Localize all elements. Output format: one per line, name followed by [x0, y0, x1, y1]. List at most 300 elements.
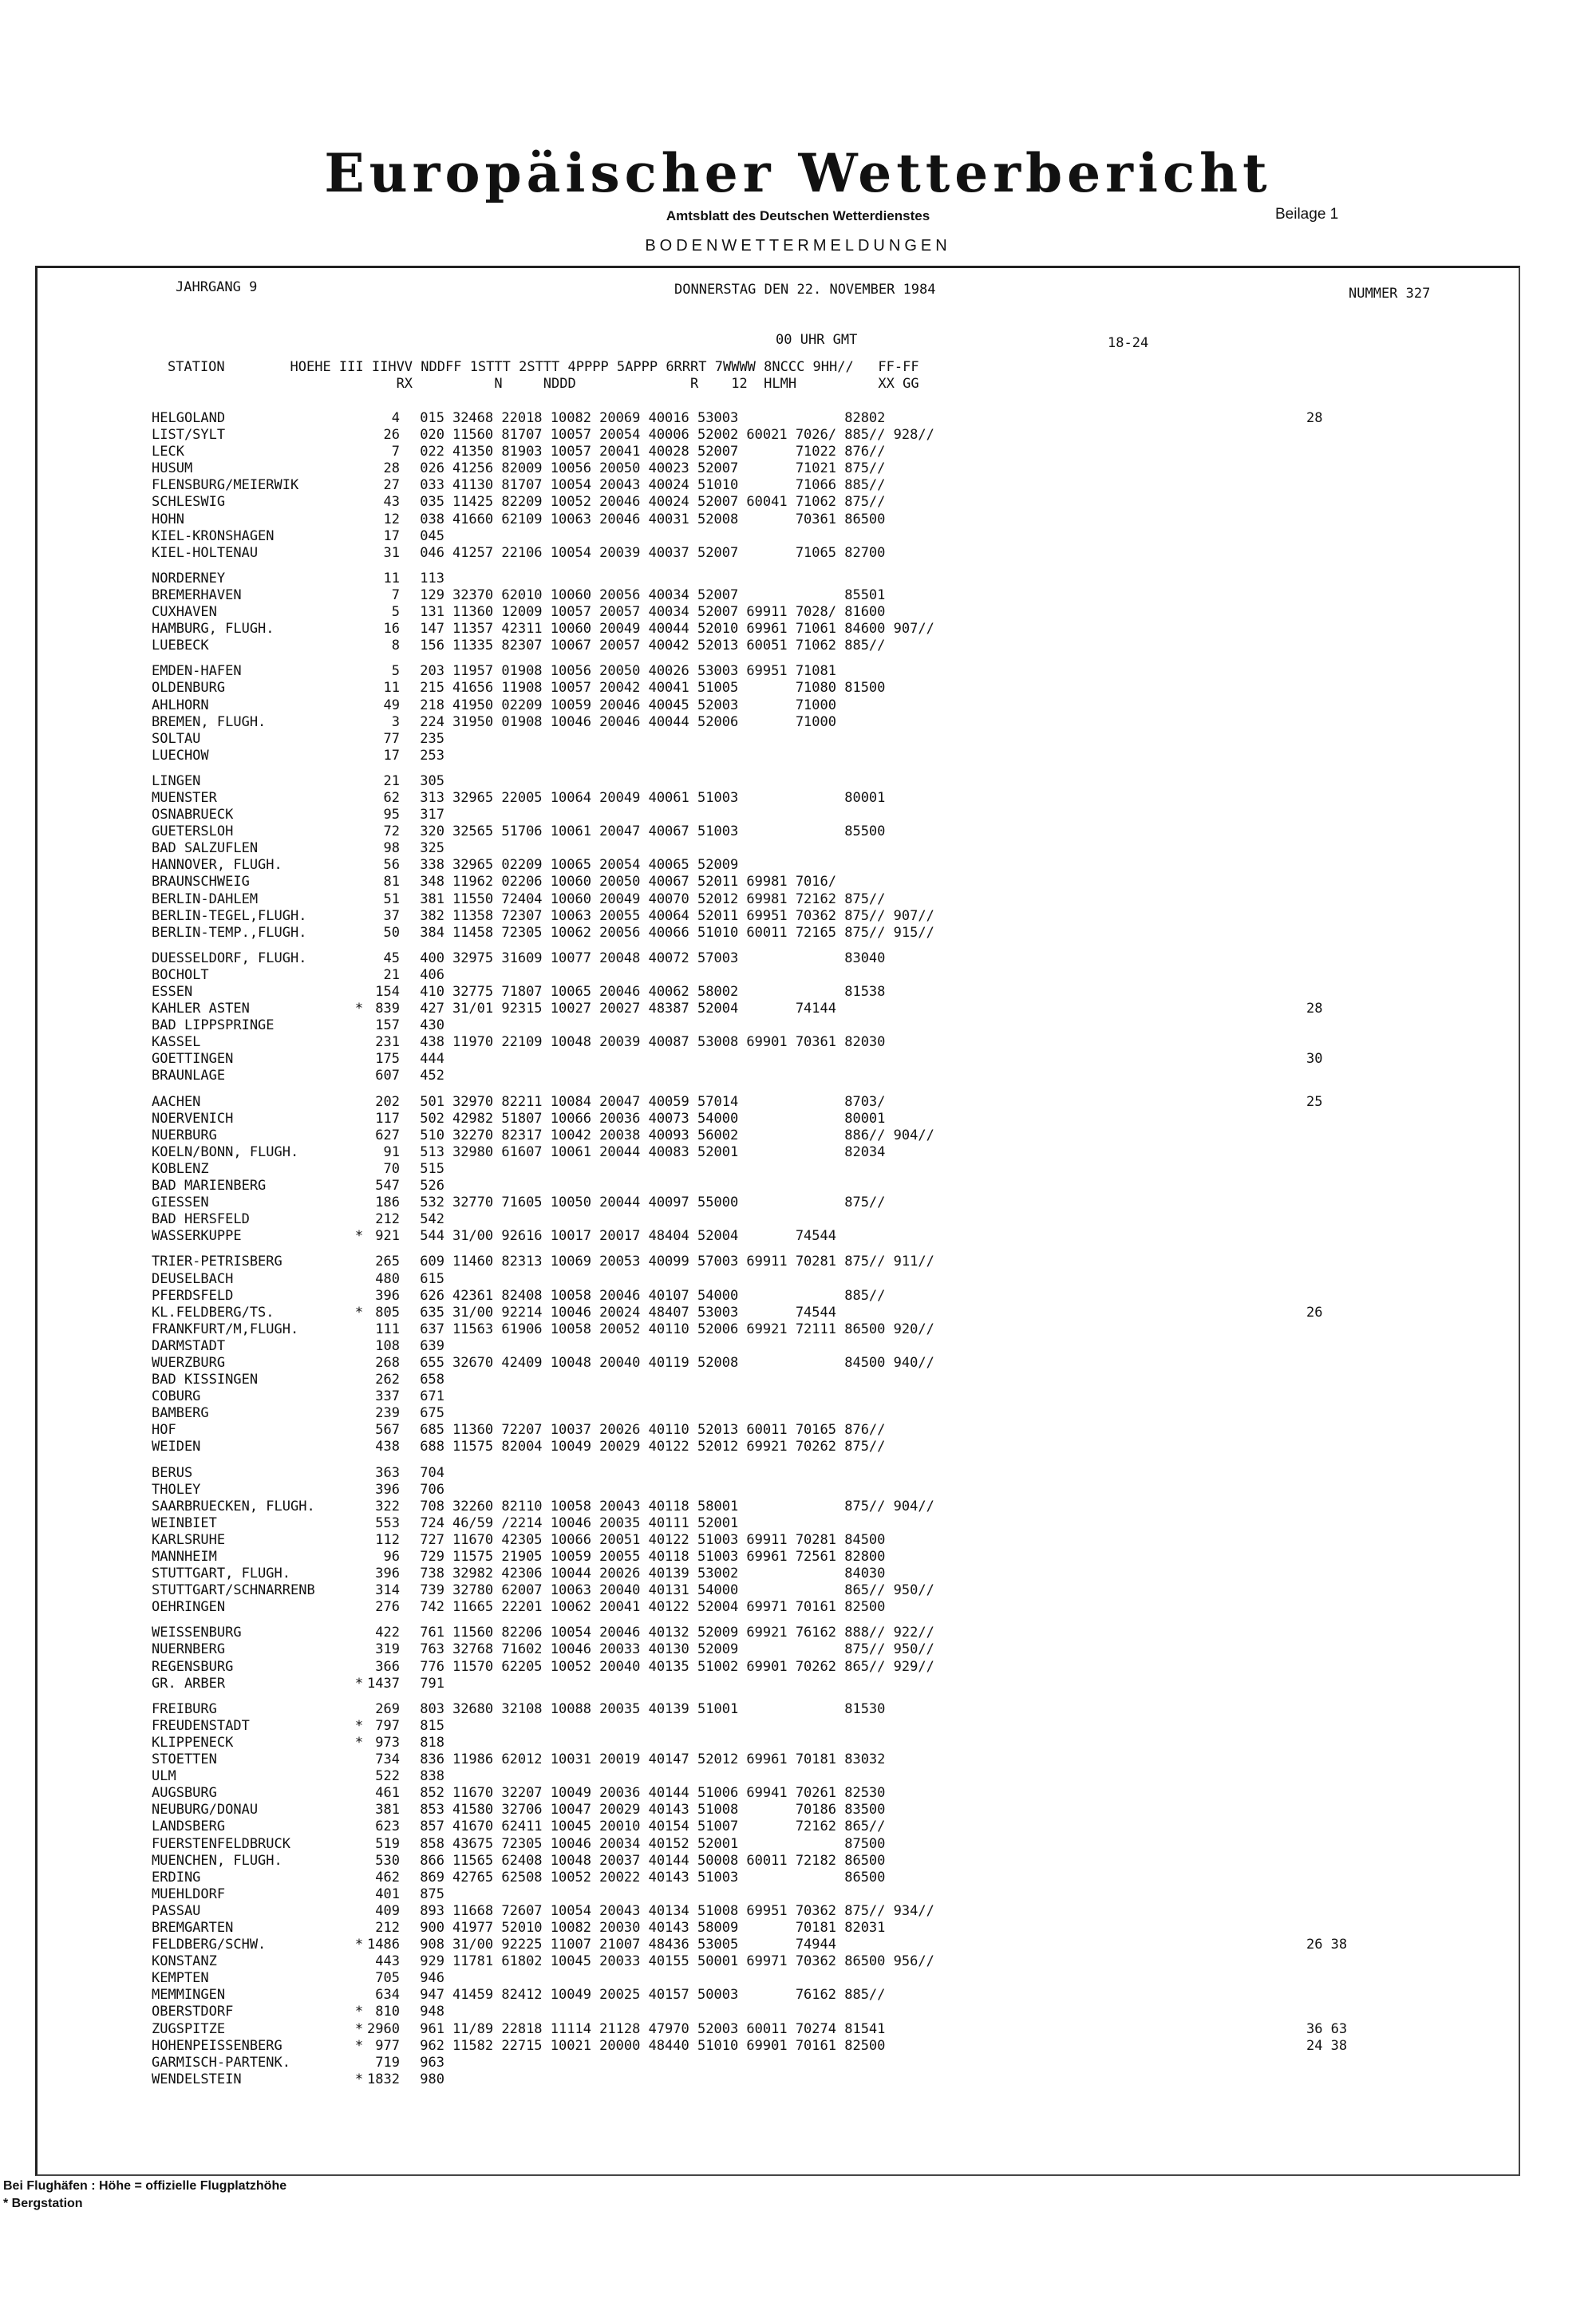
mountain-marker: [351, 1625, 367, 1641]
station-name: HUSUM: [152, 460, 193, 477]
station-height: 734: [375, 1751, 400, 1768]
station-height: 45: [383, 950, 400, 966]
station-index: 033: [420, 477, 444, 494]
station-name: GARMISCH-PARTENK.: [152, 2054, 290, 2071]
synop-groups: [444, 807, 1290, 823]
station-height: 1832: [367, 2071, 400, 2087]
gust-values: [1290, 823, 1402, 840]
gust-values: [1290, 1870, 1402, 1886]
station-index: 961: [420, 2020, 444, 2037]
station-height: 154: [375, 984, 400, 1000]
gust-values: [1290, 1515, 1402, 1532]
gust-values: [1290, 773, 1402, 790]
synop-groups: 32970 82211 10084 20047 40059 57014 8703/: [452, 1093, 886, 1110]
station-index: 857: [420, 1818, 444, 1835]
gust-values: [1290, 477, 1402, 494]
table-row: [152, 1271, 1402, 1288]
station-height: 627: [375, 1127, 400, 1143]
table-row: [152, 571, 1402, 587]
mountain-marker: [351, 1288, 367, 1305]
synop-groups: [444, 731, 1290, 748]
table-row: [152, 1321, 1402, 1338]
station-index: 858: [420, 1835, 444, 1852]
gust-values: [1290, 1853, 1402, 1870]
station-height: 50: [383, 924, 400, 941]
station-index: 838: [420, 1768, 444, 1785]
gust-values: [1290, 1388, 1402, 1405]
station-index: 609: [420, 1254, 444, 1270]
table-row: [152, 1676, 1402, 1692]
station-height: 77: [383, 730, 400, 747]
station-name: KASSEL: [152, 1034, 201, 1051]
table-row: [152, 1566, 1402, 1582]
station-index: 317: [420, 807, 444, 823]
mountain-marker: *: [354, 1304, 364, 1321]
section-title: BODENWETTERMELDUNGEN: [645, 237, 951, 255]
mountain-marker: [351, 663, 367, 680]
mountain-marker: [351, 967, 367, 984]
station-height: 480: [375, 1270, 400, 1287]
station-name: OSNABRUECK: [152, 807, 234, 823]
station-name: WEISSENBURG: [152, 1625, 242, 1641]
station-height: 5: [391, 604, 400, 621]
synop-groups: 32370 62010 10060 20056 40034 52007 85501: [452, 586, 886, 603]
gust-values: [1290, 967, 1402, 984]
station-name: FUERSTENFELDBRUCK: [152, 1835, 290, 1852]
station-name: HELGOLAND: [152, 410, 226, 426]
station-height: 396: [375, 1287, 400, 1304]
synop-groups: [444, 1178, 1290, 1195]
station-height: 239: [375, 1405, 400, 1422]
station-index: 869: [420, 1869, 444, 1886]
station-index: 852: [420, 1785, 444, 1802]
station-index: 382: [420, 907, 444, 924]
station-name: AACHEN: [152, 1093, 201, 1110]
mountain-marker: [351, 571, 367, 587]
mountain-marker: [351, 1127, 367, 1144]
station-height: 111: [375, 1321, 400, 1337]
mountain-marker: *: [354, 2020, 364, 2037]
mountain-marker: [351, 790, 367, 807]
gust-values: 25: [1306, 1093, 1323, 1110]
gust-values: [1290, 1886, 1402, 1903]
table-row: [152, 2071, 1402, 2088]
station-index: 381: [420, 890, 444, 907]
station-height: 17: [383, 527, 400, 544]
station-height: 461: [375, 1785, 400, 1802]
synop-groups: [444, 1970, 1290, 1987]
mountain-marker: *: [354, 1001, 364, 1017]
table-row: [152, 925, 1402, 942]
mountain-marker: [351, 1701, 367, 1718]
table-row: [152, 1532, 1402, 1549]
gust-values: [1290, 925, 1402, 942]
mountain-marker: [351, 1422, 367, 1439]
synop-groups: [444, 1405, 1290, 1422]
mountain-marker: [351, 1886, 367, 1903]
gust-values: [1290, 1034, 1402, 1051]
table-row: [152, 663, 1402, 680]
gust-values: [1290, 494, 1402, 511]
mountain-marker: [351, 807, 367, 823]
station-height: 16: [383, 621, 400, 638]
synop-groups: 11665 22201 10062 20041 40122 52004 69971 70161 82500: [452, 1599, 886, 1616]
footnote-airport-height: Bei Flughäfen : Höhe = offizielle Flugplatzhöhe: [3, 2179, 287, 2193]
table-row: [152, 773, 1402, 790]
station-index: 218: [420, 697, 444, 713]
mountain-marker: [351, 604, 367, 621]
mountain-marker: *: [354, 2037, 364, 2054]
station-name: FRANKFURT/M,FLUGH.: [152, 1321, 299, 1337]
station-index: 658: [420, 1372, 444, 1388]
station-index: 045: [420, 527, 444, 544]
station-height: 530: [375, 1852, 400, 1869]
station-height: 12: [383, 511, 400, 527]
station-index: 637: [420, 1321, 444, 1337]
table-row: [152, 1785, 1402, 1802]
synop-groups: [444, 773, 1290, 790]
synop-groups: 31/00 92225 11007 21007 48436 53005 74944: [452, 1937, 836, 1953]
station-height: 81: [383, 874, 400, 890]
station-height: 212: [375, 1211, 400, 1228]
station-index: 929: [420, 1953, 444, 1970]
table-row: [152, 1094, 1402, 1111]
issue-number: NUMMER 327: [1349, 286, 1431, 302]
station-height: 443: [375, 1953, 400, 1970]
station-height: 21: [383, 772, 400, 789]
station-name: KOELN/BONN, FLUGH.: [152, 1143, 299, 1160]
mountain-marker: [351, 1254, 367, 1270]
group-spacer: [152, 654, 1402, 663]
station-height: 96: [383, 1549, 400, 1565]
station-name: LUEBECK: [152, 638, 209, 654]
station-height: 37: [383, 907, 400, 924]
gust-values: [1290, 950, 1402, 967]
table-row: [152, 1836, 1402, 1853]
station-height: 839: [375, 1001, 400, 1017]
station-index: 131: [420, 604, 444, 621]
station-name: GR. ARBER: [152, 1675, 226, 1692]
table-row: [152, 1127, 1402, 1144]
mountain-marker: [351, 1659, 367, 1676]
table-row: [152, 1195, 1402, 1211]
synop-groups: 32670 42409 10048 20040 40119 52008 84500 940//: [452, 1354, 934, 1371]
mountain-marker: [351, 477, 367, 494]
station-name: FREIBURG: [152, 1700, 217, 1717]
table-row: [152, 1111, 1402, 1127]
synop-groups: [444, 1271, 1290, 1288]
synop-groups: 31950 01908 10046 20046 40044 52006 71000: [452, 713, 836, 730]
synop-groups: 11358 72307 10063 20055 40064 52011 69951 70362 875// 907//: [452, 907, 934, 924]
gust-values: [1290, 1111, 1402, 1127]
table-row: [152, 1034, 1402, 1051]
table-row: [152, 1499, 1402, 1515]
station-height: 212: [375, 1919, 400, 1936]
synop-groups: 11360 72207 10037 20026 40110 52013 60011 70165 876//: [452, 1422, 886, 1439]
synop-groups: 11962 02206 10060 20050 40067 52011 69981 7016/: [452, 874, 836, 890]
synop-groups: [444, 1718, 1290, 1735]
table-row: [152, 1017, 1402, 1034]
gust-values: [1290, 1641, 1402, 1658]
gust-values: [1290, 731, 1402, 748]
mountain-marker: *: [354, 1717, 364, 1734]
station-height: 4: [391, 410, 400, 426]
table-row: [152, 1405, 1402, 1422]
mountain-marker: [351, 1388, 367, 1405]
synop-groups: 11575 21905 10059 20055 40118 51003 69961 72561 82800: [452, 1549, 886, 1565]
station-name: SCHLESWIG: [152, 494, 226, 511]
synop-groups: 11986 62012 10031 20019 40147 52012 69961 70181 83032: [452, 1751, 886, 1768]
station-height: 56: [383, 857, 400, 874]
station-index: 406: [420, 966, 444, 983]
synop-groups: 42765 62508 10052 20022 40143 51003 86500: [452, 1869, 886, 1886]
synop-groups: 11565 62408 10048 20037 40144 50008 60011 72182 86500: [452, 1852, 886, 1869]
group-spacer: [152, 764, 1402, 773]
gust-values: [1290, 857, 1402, 874]
station-index: 015: [420, 410, 444, 426]
table-row: [152, 2038, 1402, 2055]
synop-groups: [444, 1886, 1290, 1903]
station-index: 803: [420, 1700, 444, 1717]
table-row: [152, 1422, 1402, 1439]
gust-values: [1290, 1271, 1402, 1288]
station-name: NORDERNEY: [152, 570, 226, 586]
table-row: [152, 1920, 1402, 1937]
station-height: 719: [375, 2054, 400, 2071]
mountain-marker: [351, 840, 367, 857]
station-index: 761: [420, 1625, 444, 1641]
station-index: 626: [420, 1287, 444, 1304]
station-name: MUEHLDORF: [152, 1886, 226, 1902]
table-row: [152, 807, 1402, 823]
mountain-marker: [351, 621, 367, 638]
gust-values: [1290, 1701, 1402, 1718]
mountain-marker: [351, 874, 367, 890]
station-name: BOCHOLT: [152, 966, 209, 983]
table-row: [152, 967, 1402, 984]
synop-groups: 11781 61802 10045 20033 40155 50001 69971 70362 86500 956//: [452, 1953, 934, 1970]
mountain-marker: [351, 950, 367, 967]
station-index: 035: [420, 494, 444, 511]
gust-values: [1290, 1017, 1402, 1034]
table-row: [152, 984, 1402, 1001]
station-name: BAD HERSFELD: [152, 1211, 250, 1228]
station-index: 738: [420, 1566, 444, 1582]
station-height: 438: [375, 1439, 400, 1455]
synop-groups: 42982 51807 10066 20036 40073 54000 80001: [452, 1110, 886, 1127]
gust-values: 28: [1306, 410, 1323, 426]
station-name: WEIDEN: [152, 1439, 201, 1455]
station-index: 348: [420, 874, 444, 890]
table-row: [152, 1465, 1402, 1482]
mountain-marker: [351, 1178, 367, 1195]
station-height: 553: [375, 1514, 400, 1531]
gust-values: [1290, 840, 1402, 857]
station-height: 269: [375, 1700, 400, 1717]
mountain-marker: [351, 773, 367, 790]
synop-groups: [444, 1465, 1290, 1482]
station-index: 739: [420, 1582, 444, 1599]
synop-groups: 41459 82412 10049 20025 40157 50003 76162 885//: [452, 1987, 886, 2004]
table-row: [152, 748, 1402, 764]
station-name: MUENCHEN, FLUGH.: [152, 1852, 282, 1869]
table-row: [152, 697, 1402, 714]
gust-values: 36 63: [1306, 2020, 1348, 2037]
table-row: [152, 1388, 1402, 1405]
station-index: 675: [420, 1405, 444, 1422]
gust-values: [1290, 680, 1402, 697]
table-row: [152, 731, 1402, 748]
gust-values: [1290, 1903, 1402, 1920]
mountain-marker: [351, 638, 367, 654]
synop-groups: [444, 1372, 1290, 1388]
station-index: 791: [420, 1675, 444, 1692]
station-name: KLIPPENECK: [152, 1734, 234, 1751]
station-name: KONSTANZ: [152, 1953, 217, 1970]
gust-values: [1290, 545, 1402, 562]
table-row: [152, 2021, 1402, 2038]
station-height: 7: [391, 586, 400, 603]
table-row: [152, 1305, 1402, 1321]
station-index: 147: [420, 621, 444, 638]
station-index: 038: [420, 511, 444, 527]
station-index: 452: [420, 1068, 444, 1084]
gust-values: 30: [1306, 1051, 1323, 1068]
synop-groups: 32975 31609 10077 20048 40072 57003 83040: [452, 950, 886, 966]
mountain-marker: [351, 1818, 367, 1835]
mountain-marker: [351, 545, 367, 562]
gust-values: [1290, 1127, 1402, 1144]
station-index: 948: [420, 2004, 444, 2020]
station-name: MEMMINGEN: [152, 1987, 226, 2004]
mountain-marker: [351, 1051, 367, 1068]
station-index: 685: [420, 1422, 444, 1439]
table-row: [152, 1599, 1402, 1616]
gust-values: [1290, 1785, 1402, 1802]
gust-values: [1290, 748, 1402, 764]
gust-values: [1290, 1768, 1402, 1785]
gust-values: [1290, 1228, 1402, 1245]
synop-groups: 11670 32207 10049 20036 40144 51006 69941 70261 82530: [452, 1785, 886, 1802]
station-table: [152, 410, 1402, 2088]
synop-groups: [444, 840, 1290, 857]
mountain-marker: [351, 1161, 367, 1178]
station-name: ERDING: [152, 1869, 201, 1886]
observation-time: 00 UHR GMT: [776, 332, 858, 348]
synop-groups: [444, 1051, 1290, 1068]
gust-values: [1290, 638, 1402, 654]
station-name: LIST/SYLT: [152, 427, 226, 444]
gust-values: [1290, 1372, 1402, 1388]
mountain-marker: [351, 1532, 367, 1549]
synop-groups: [444, 1768, 1290, 1785]
synop-groups: [444, 528, 1290, 545]
group-spacer: [152, 1616, 1402, 1625]
station-name: FELDBERG/SCHW.: [152, 1937, 267, 1953]
gust-values: [1290, 908, 1402, 925]
station-index: 818: [420, 1734, 444, 1751]
mountain-marker: [351, 823, 367, 840]
gust-values: [1290, 874, 1402, 890]
mountain-marker: [351, 1970, 367, 1987]
report-date: DONNERSTAG DEN 22. NOVEMBER 1984: [674, 282, 936, 298]
mountain-marker: [351, 511, 367, 528]
synop-groups: 32770 71605 10050 20044 40097 55000 875//: [452, 1195, 886, 1211]
station-index: 224: [420, 713, 444, 730]
station-name: FLENSBURG/MEIERWIK: [152, 477, 299, 494]
gust-values: [1290, 1735, 1402, 1751]
gust-values: [1290, 1439, 1402, 1455]
station-height: 268: [375, 1354, 400, 1371]
synop-groups: 31/00 92214 10046 20024 48407 53003 74544: [452, 1304, 836, 1321]
station-height: 98: [383, 840, 400, 857]
gust-values: [1290, 1144, 1402, 1161]
gust-values: [1290, 1195, 1402, 1211]
station-name: PASSAU: [152, 1902, 201, 1919]
gust-values: [1290, 460, 1402, 477]
station-name: BERLIN-TEGEL,FLUGH.: [152, 907, 307, 924]
gust-values: [1290, 511, 1402, 528]
synop-groups: 11560 82206 10054 20046 40132 52009 69921 76162 888// 922//: [452, 1625, 934, 1641]
table-row: [152, 1937, 1402, 1953]
table-row: [152, 1068, 1402, 1084]
gust-values: [1290, 1987, 1402, 2004]
synop-groups: 41257 22106 10054 20039 40037 52007 71065 82700: [452, 544, 886, 561]
mountain-marker: [351, 697, 367, 714]
station-height: 607: [375, 1068, 400, 1084]
synop-groups: 32780 62007 10063 20040 40131 54000 865// 950//: [452, 1582, 934, 1599]
station-height: 21: [383, 966, 400, 983]
mountain-marker: [351, 1751, 367, 1768]
station-name: KL.FELDBERG/TS.: [152, 1304, 275, 1321]
station-index: 706: [420, 1481, 444, 1498]
station-index: 129: [420, 586, 444, 603]
station-height: 17: [383, 747, 400, 764]
table-row: [152, 1641, 1402, 1658]
station-index: 962: [420, 2037, 444, 2054]
mountain-marker: *: [354, 2071, 364, 2087]
station-index: 203: [420, 663, 444, 680]
mountain-marker: [351, 714, 367, 731]
synop-groups: [444, 1735, 1290, 1751]
synop-groups: [444, 2004, 1290, 2020]
station-height: 27: [383, 477, 400, 494]
synop-groups: 32270 82317 10042 20038 40093 56002 886// 904//: [452, 1127, 934, 1143]
mountain-marker: [351, 925, 367, 942]
station-index: 444: [420, 1051, 444, 1068]
mountain-marker: [351, 1068, 367, 1084]
station-name: BERUS: [152, 1464, 193, 1481]
station-name: KIEL-KRONSHAGEN: [152, 527, 275, 544]
station-name: STOETTEN: [152, 1751, 217, 1768]
station-index: 900: [420, 1919, 444, 1936]
station-height: 49: [383, 697, 400, 713]
gust-values: [1290, 790, 1402, 807]
supplement-label: Beilage 1: [1275, 206, 1339, 223]
mountain-marker: [351, 1111, 367, 1127]
table-row: [152, 638, 1402, 654]
table-row: [152, 1802, 1402, 1818]
gust-values: [1290, 1625, 1402, 1641]
station-name: BERLIN-TEMP.,FLUGH.: [152, 924, 307, 941]
synop-groups: [444, 2071, 1290, 2088]
station-height: 43: [383, 494, 400, 511]
mountain-marker: [351, 1641, 367, 1658]
mountain-marker: [351, 1094, 367, 1111]
table-row: [152, 1768, 1402, 1785]
gust-values: 28: [1306, 1001, 1323, 1017]
gust-values: [1290, 1288, 1402, 1305]
